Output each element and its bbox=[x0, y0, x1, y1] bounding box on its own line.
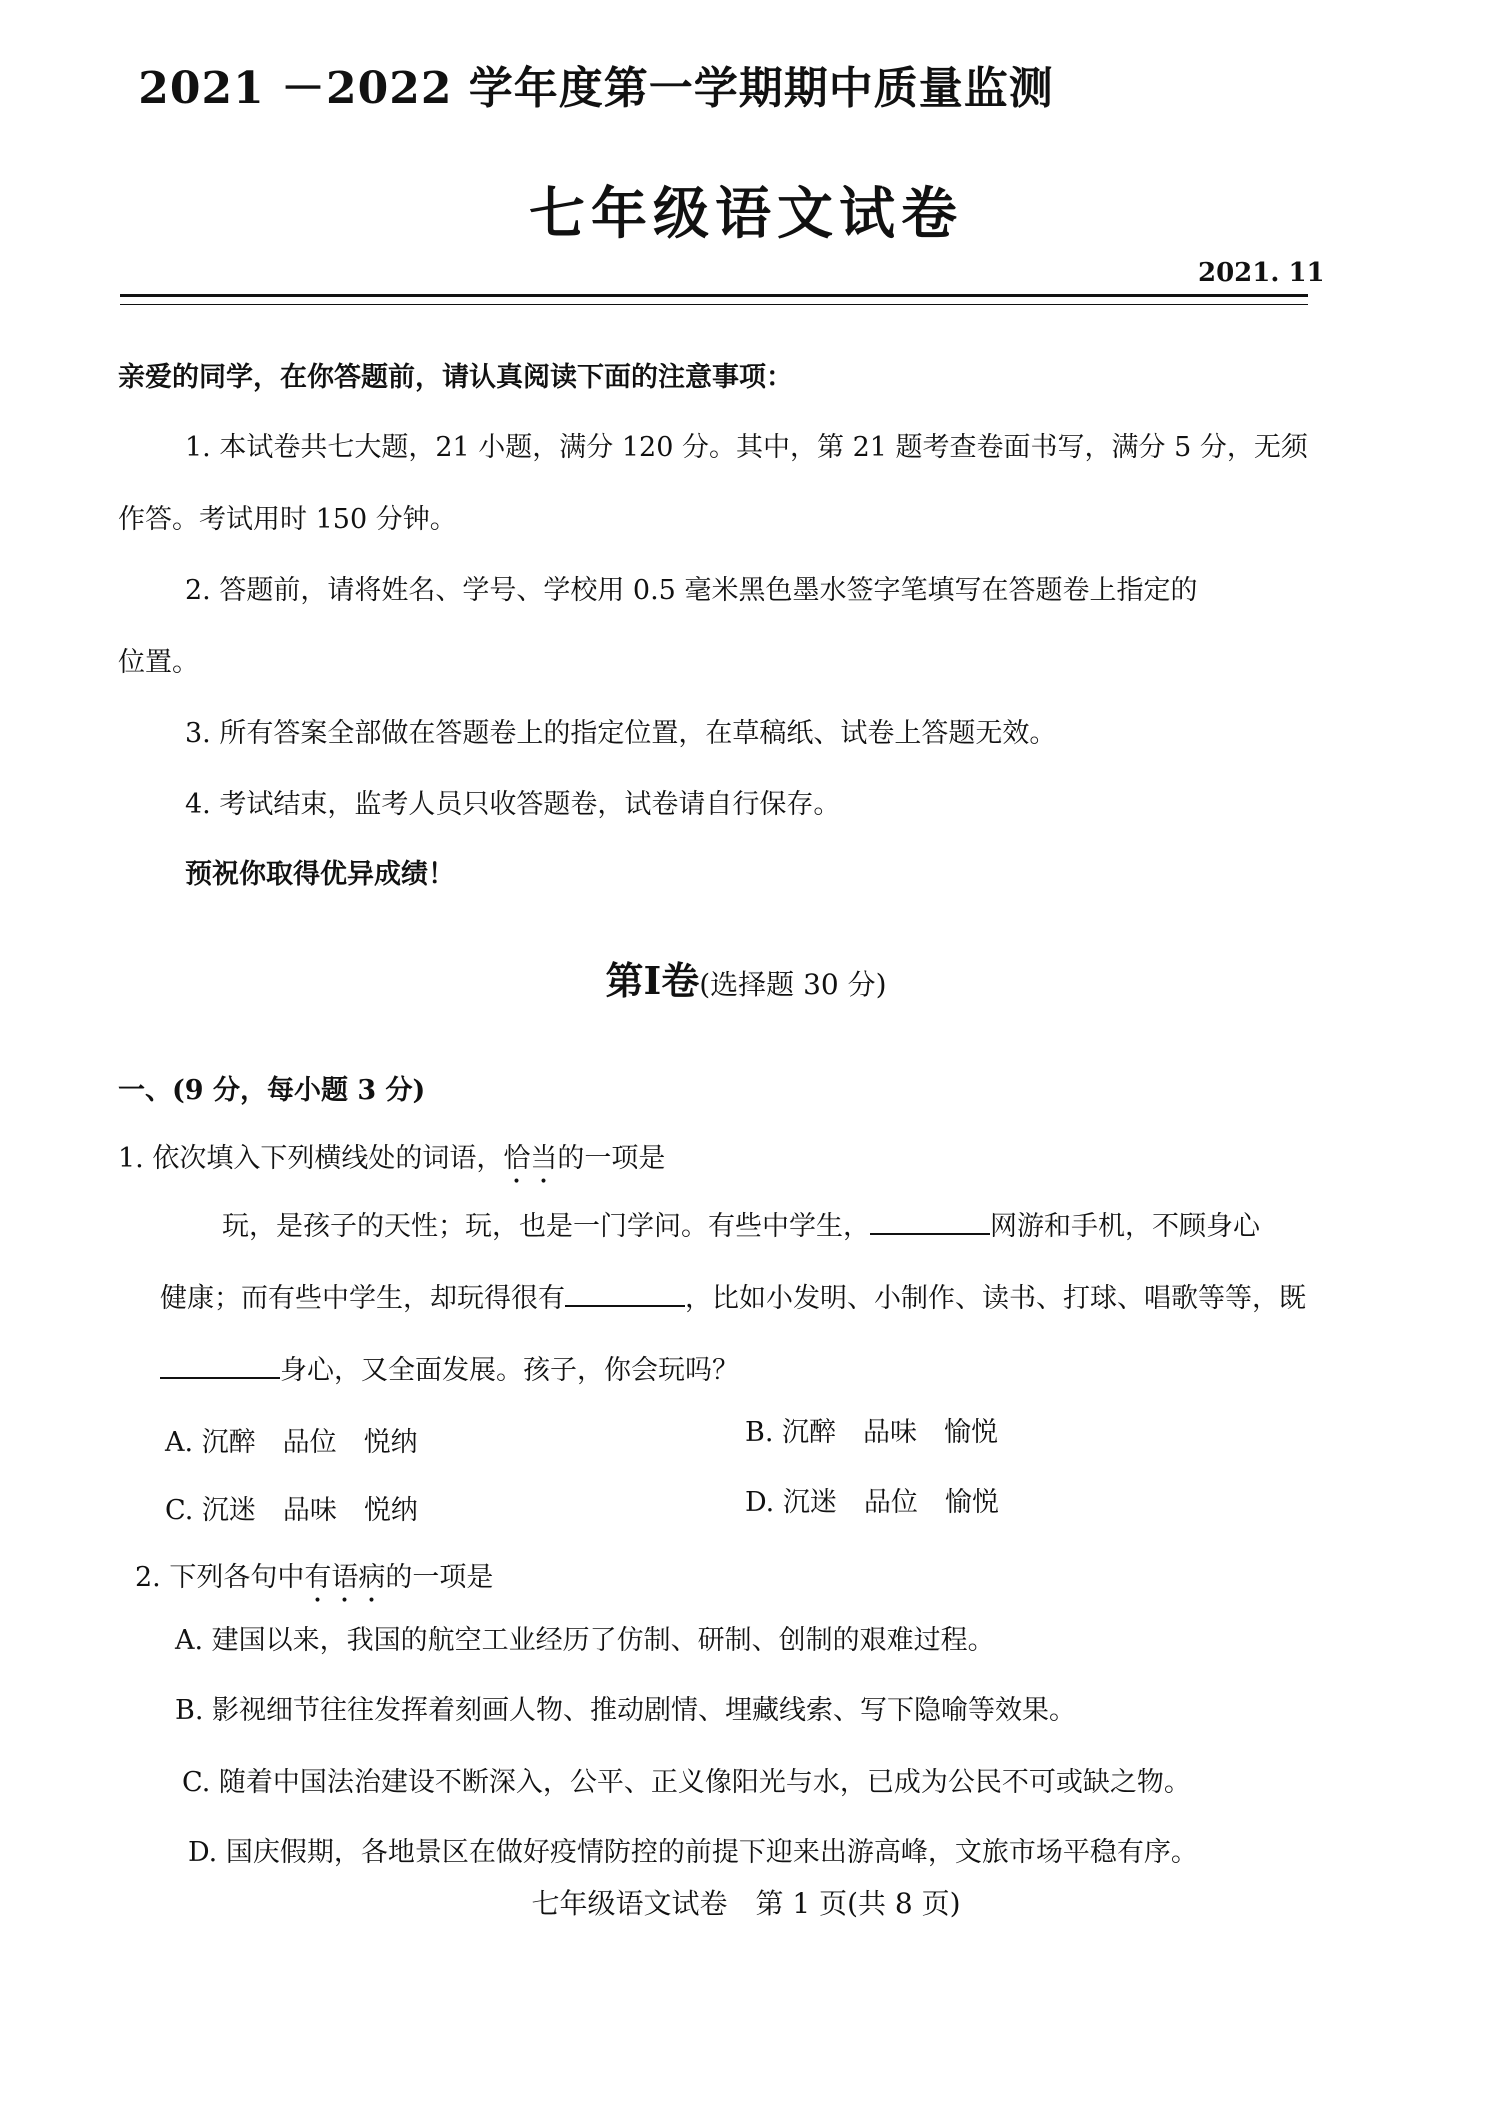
header-rule-thick bbox=[120, 294, 1308, 297]
volume-title: 第Ⅰ卷 bbox=[605, 958, 700, 1003]
option-a: A. 建国以来，我国的航空工业经历了仿制、研制、创制的艰难过程。 bbox=[175, 1625, 995, 1656]
option-d: D. 国庆假期，各地景区在做好疫情防控的前提下迎来出游高峰，文旅市场平稳有序。 bbox=[188, 1837, 1198, 1868]
answer-blank bbox=[160, 1359, 280, 1379]
stem-text: 1. 依次填入下列横线处的词语， bbox=[118, 1143, 504, 1174]
question-2-stem bbox=[135, 1555, 493, 1609]
exam-date: 2021. 11 bbox=[1198, 258, 1325, 288]
passage-text: 身心，又全面发展。孩子，你会玩吗？ bbox=[280, 1355, 739, 1386]
passage-text: 健康；而有些中学生，却玩得很有 bbox=[160, 1283, 565, 1314]
question-1-stem bbox=[118, 1136, 665, 1190]
stem-text: 2. 下列各句中 bbox=[135, 1562, 305, 1593]
emphasis-text: 有语病 bbox=[304, 1562, 386, 1593]
passage-text: ，比如小发明、小制作、读书、打球、唱歌等等，既 bbox=[685, 1283, 1306, 1314]
option-d: D. 沉迷 品位 愉悦 bbox=[745, 1487, 999, 1518]
notice-intro: 亲爱的同学，在你答题前，请认真阅读下面的注意事项： bbox=[118, 362, 793, 393]
option-b: B. 影视细节往往发挥着刻画人物、推动剧情、埋藏线索、写下隐喻等效果。 bbox=[175, 1695, 1077, 1726]
header-rule-thin bbox=[120, 304, 1308, 305]
option-c: C. 沉迷 品味 悦纳 bbox=[165, 1495, 418, 1526]
notice-item: 1. 本试卷共七大题，21 小题，满分 120 分。其中，第 21 题考查卷面书写，满分 5 分，无须 bbox=[185, 432, 1308, 463]
option-a: A. 沉醉 品位 悦纳 bbox=[165, 1427, 418, 1458]
question-1-passage-line bbox=[160, 1348, 739, 1387]
notice-item: 3. 所有答案全部做在答题卷上的指定位置，在草稿纸、试卷上答题无效。 bbox=[185, 718, 1057, 749]
volume-subtitle: (选择题 30 分) bbox=[699, 968, 887, 1001]
notice-item: 位置。 bbox=[118, 647, 199, 678]
exam-title-line2: 七年级语文试卷 bbox=[529, 181, 963, 247]
stem-text: 的一项是 bbox=[385, 1562, 494, 1593]
stem-text: 的一项是 bbox=[557, 1143, 666, 1174]
passage-text: 网游和手机，不顾身心 bbox=[990, 1211, 1260, 1242]
notice-item: 4. 考试结束，监考人员只收答题卷，试卷请自行保存。 bbox=[185, 789, 841, 820]
notice-item: 作答。考试用时 150 分钟。 bbox=[118, 504, 457, 535]
answer-blank bbox=[565, 1287, 685, 1307]
question-1-passage-line bbox=[160, 1276, 1306, 1315]
emphasis-text: 恰当 bbox=[503, 1143, 558, 1174]
notice-item: 2. 答题前，请将姓名、学号、学校用 0.5 毫米黑色墨水签字笔填写在答题卷上指定的 bbox=[185, 575, 1198, 606]
greeting: 预祝你取得优异成绩！ bbox=[185, 859, 455, 890]
volume-heading bbox=[0, 950, 1492, 1005]
answer-blank bbox=[870, 1215, 990, 1235]
page-footer: 七年级语文试卷 第 1 页(共 8 页) bbox=[531, 1887, 961, 1920]
option-b: B. 沉醉 品味 愉悦 bbox=[745, 1417, 999, 1448]
section-heading: 一、(9 分，每小题 3 分) bbox=[118, 1075, 426, 1106]
exam-title-line1: 2021 －2022 学年度第一学期期中质量监测 bbox=[138, 63, 1054, 114]
option-c: C. 随着中国法治建设不断深入，公平、正义像阳光与水，已成为公民不可或缺之物。 bbox=[182, 1767, 1191, 1798]
question-1-passage-line bbox=[222, 1204, 1260, 1243]
passage-text: 玩，是孩子的天性；玩，也是一门学问。有些中学生， bbox=[222, 1211, 870, 1242]
